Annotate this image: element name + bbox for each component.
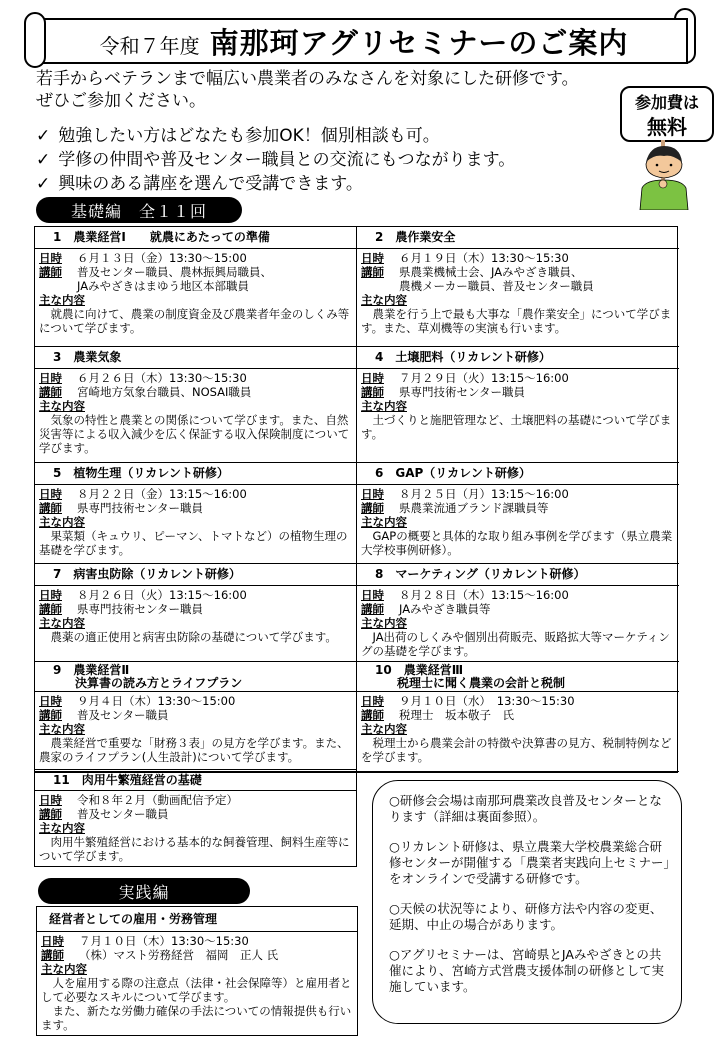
course-title: 7 病害虫防除（リカレント研修） [35,564,356,586]
course-title: 4 土壌肥料（リカレント研修） [357,347,679,369]
course-lecturer: 県専門技術センター職員 [77,602,204,616]
course-cell: 10 農業経営Ⅲ 税理士に聞く農業の会計と税制 日時 ９月１０日（水） 13:30～15:30 講師 税理士 坂本敬子 氏 主な内容 税理士から農業会計の特徴や決算書の見方、税制特例などを学びます。 [357,662,679,772]
title-main: 南那珂アグリセミナーのご案内 [209,26,629,60]
free-fee-badge: 参加費は 無料 [620,86,714,142]
check-item: ✓ 興味のある講座を選んで受講できます。 [36,174,363,194]
course-lecturer: 普及センター職員 [77,708,169,722]
practical-section-heading: 実践編 [38,878,250,904]
intro-text [36,68,636,112]
course-lecturer-cont: 農機メーカー職員、普及センター職員 [399,279,594,293]
course-cell: 4 土壌肥料（リカレント研修） 日時 ７月２９日（火）13:15～16:00 講師 県専門技術センター職員 主な内容 土づくりと施肥管理など、土壌肥料の基礎について学びます。 [357,347,679,463]
intro-line-2: ぜひご参加ください。 [36,91,206,111]
course-lecturer: 県専門技術センター職員 [77,501,204,515]
course-cell: 9 農業経営Ⅱ 決算書の読み方とライフプラン 日時 ９月４日（木）13:30～15:00 講師 普及センター職員 主な内容 農業経営で重要な「財務３表」の見方を学びます。また、農家のライフプラン(人生設計)について学びます。 [35,662,357,772]
note-item: ○リカレント研修は、県立農業大学校農業総合研修センターが開催する「農業者実践向上セミナー」をオンラインで受講する研修です。 [389,839,670,886]
note-item: ○アグリセミナーは、宮崎県とJAみやざきとの共催により、宮崎方式営農支援体制の研修として実施しています。 [389,947,665,994]
course-title: 経営者としての雇用・労務管理 [37,907,357,932]
course-content: JA出荷のしくみや個別出荷販売、販路拡大等マーケティングの基礎を学びます。 [361,630,670,658]
course-content-2: また、新たな労働力確保の手法についての情報提供も行います。 [41,1004,352,1032]
title-banner [14,6,704,68]
course-lecturer: 宮崎地方気象台職員、NOSAI職員 [77,385,252,399]
check-icon: ✓ [36,126,51,146]
page-title [54,21,674,61]
course-content: 果菜類（キュウリ、ピーマン、トマトなど）の植物生理の基礎を学びます。 [39,529,348,557]
course-content: 農業を行う上で最も大事な「農作業安全」について学びます。また、草刈機等の実演も行います。 [361,307,672,335]
course-content: 人を雇用する際の注意点（法律・社会保障等）と雇用者として必要なスキルについて学びます。 [41,976,352,1004]
course-content: 気象の特性と農業との関係について学びます。また、自然災害等による収入減少を広く保証する収入保険制度について学びます。 [39,413,350,455]
course-cell: 5 植物生理（リカレント研修） 日時 ８月２２日（金）13:15～16:00 講師 県専門技術センター職員 主な内容 果菜類（キュウリ、ピーマン、トマトなど）の植物生理の基礎を学びます。 [35,463,357,564]
feature-checklist [36,124,515,196]
course-date: ８月２６日（火）13:15～16:00 [77,588,247,602]
course-lecturer: （株）マスト労務経営 福岡 正人 氏 [79,948,279,962]
course-date: ９月１０日（水） 13:30～15:30 [399,694,575,708]
course-date: ８月２５日（月）13:15～16:00 [399,487,569,501]
person-holding-sign-icon [628,140,708,210]
course-content: 農薬の適正使用と病害虫防除の基礎について学びます。 [50,630,337,644]
check-item: ✓ 勉強したい方はどなたも参加OK！個別相談も可。 [36,126,440,146]
course-content: GAPの概要と具体的な取り組み事例を学びます（県立農業大学校事例研修）。 [361,529,673,557]
course-cell: 1 農業経営Ⅰ 就農にあたっての準備 日時 ６月１３日（金）13:30～15:00 講師 普及センター職員、農林振興局職員、 JAみやざきはまゆう地区本部職員 主な内容 就農に向けて、農業の制度資金及び農業者年金のしくみ等について学びます。 [35,227,357,347]
course-lecturer-cont: JAみやざきはまゆう地区本部職員 [77,279,250,293]
course-lecturer: 県農業機械士会、JAみやざき職員、 [399,265,583,279]
course-lecturer: 県専門技術センター職員 [399,385,526,399]
course-date: ８月２８日（木）13:15～16:00 [399,588,569,602]
course-content: 肉用牛繁殖経営における基本的な飼養管理、飼料生産等について学びます。 [39,835,350,863]
course-lecturer: 県農業流通ブランド課職員等 [399,501,549,515]
course-date: ７月２９日（火）13:15～16:00 [399,371,569,385]
scroll-roll-left [24,12,46,68]
course-title: 1 農業経営Ⅰ 就農にあたっての準備 [35,227,356,249]
notes-box [372,780,682,1024]
course-date: ６月２６日（木）13:30～15:30 [77,371,247,385]
course-lecturer: 普及センター職員 [77,807,169,821]
check-icon: ✓ [36,150,51,170]
course-title: 3 農業気象 [35,347,356,369]
course-cell-11: 11 肉用牛繁殖経営の基礎 日時 令和８年２月（動画配信予定） 講師 普及センター職員 主な内容 肉用牛繁殖経営における基本的な飼養管理、飼料生産等について学びます。 [34,769,357,867]
note-item: ○天候の状況等により、研修方法や内容の変更、延期、中止の場合があります。 [389,901,663,932]
intro-line-1: 若手からベテランまで幅広い農業者のみなさんを対象にした研修です。 [36,69,579,89]
basic-section-heading: 基礎編 全１１回 [36,197,242,223]
course-date: ９月４日（木）13:30～15:00 [77,694,236,708]
note-item: ○研修会会場は南那珂農業改良普及センターとなります（詳細は裏面参照）。 [389,793,662,824]
course-lecturer: 税理士 坂本敬子 氏 [399,708,514,722]
course-content: 農業経営で重要な「財務３表」の見方を学びます。また、農家のライフプラン(人生設計)について学びます。 [39,736,349,764]
course-date: ７月１０日（木）13:30～15:30 [79,934,249,948]
course-cell: 3 農業気象 日時 ６月２６日（木）13:30～15:30 講師 宮崎地方気象台職員、NOSAI職員 主な内容 気象の特性と農業との関係について学びます。また、自然災害等による収入減少を広く保証する収入保険制度について学びます。 [35,347,357,463]
course-title: 11 肉用牛繁殖経営の基礎 [35,770,356,791]
course-date: ６月１３日（金）13:30～15:00 [77,251,247,265]
check-item: ✓ 学修の仲間や普及センター職員との交流にもつながります。 [36,150,516,170]
course-date: ６月１９日（木）13:30～15:30 [399,251,569,265]
check-icon: ✓ [36,174,51,194]
course-title: 9 農業経営Ⅱ 決算書の読み方とライフプラン [35,662,356,692]
course-cell: 2 農作業安全 日時 ６月１９日（木）13:30～15:30 講師 県農業機械士会、JAみやざき職員、 農機メーカー職員、普及センター職員 主な内容 農業を行う上で最も大事な「農作業安全」について学びます。また、草刈機等の実演も行います。 [357,227,679,347]
course-content: 就農に向けて、農業の制度資金及び農業者年金のしくみ等について学びます。 [39,307,350,335]
course-title: 8 マーケティング（リカレント研修） [357,564,679,586]
course-cell: 8 マーケティング（リカレント研修） 日時 ８月２８日（木）13:15～16:00 講師 JAみやざき職員等 主な内容 JA出荷のしくみや個別出荷販売、販路拡大等マーケティングの基礎を学びます。 [357,564,679,662]
course-date: ８月２２日（金）13:15～16:00 [77,487,247,501]
course-title: 5 植物生理（リカレント研修） [35,463,356,485]
course-content: 土づくりと施肥管理など、土壌肥料の基礎について学びます。 [361,413,672,441]
course-lecturer: JAみやざき職員等 [399,602,491,616]
practical-course-cell: 経営者としての雇用・労務管理 日時 ７月１０日（木）13:30～15:30 講師 （株）マスト労務経営 福岡 正人 氏 主な内容 人を雇用する際の注意点（法律・社会保障等）と雇用者として必要なスキルについて学びます。 また、新たな労働力確保の手法についての情報提供も行います。 [36,906,358,1036]
course-cell: 6 GAP（リカレント研修） 日時 ８月２５日（月）13:15～16:00 講師 県農業流通ブランド課職員等 主な内容 GAPの概要と具体的な取り組み事例を学びます（県立農業大学校事例研修）。 [357,463,679,564]
course-content: 税理士から農業会計の特徴や決算書の見方、税制特例などを学びます。 [361,736,672,764]
course-date: 令和８年２月（動画配信予定） [77,793,238,807]
course-title: 2 農作業安全 [357,227,679,249]
course-title: 6 GAP（リカレント研修） [357,463,679,485]
basic-course-grid [34,226,678,773]
title-year: 令和７年度 [99,34,200,58]
course-lecturer: 普及センター職員、農林振興局職員、 [77,265,273,279]
course-cell: 7 病害虫防除（リカレント研修） 日時 ８月２６日（火）13:15～16:00 講師 県専門技術センター職員 主な内容 農薬の適正使用と病害虫防除の基礎について学びます。 [35,564,357,662]
course-title: 10 農業経営Ⅲ 税理士に聞く農業の会計と税制 [357,662,679,692]
